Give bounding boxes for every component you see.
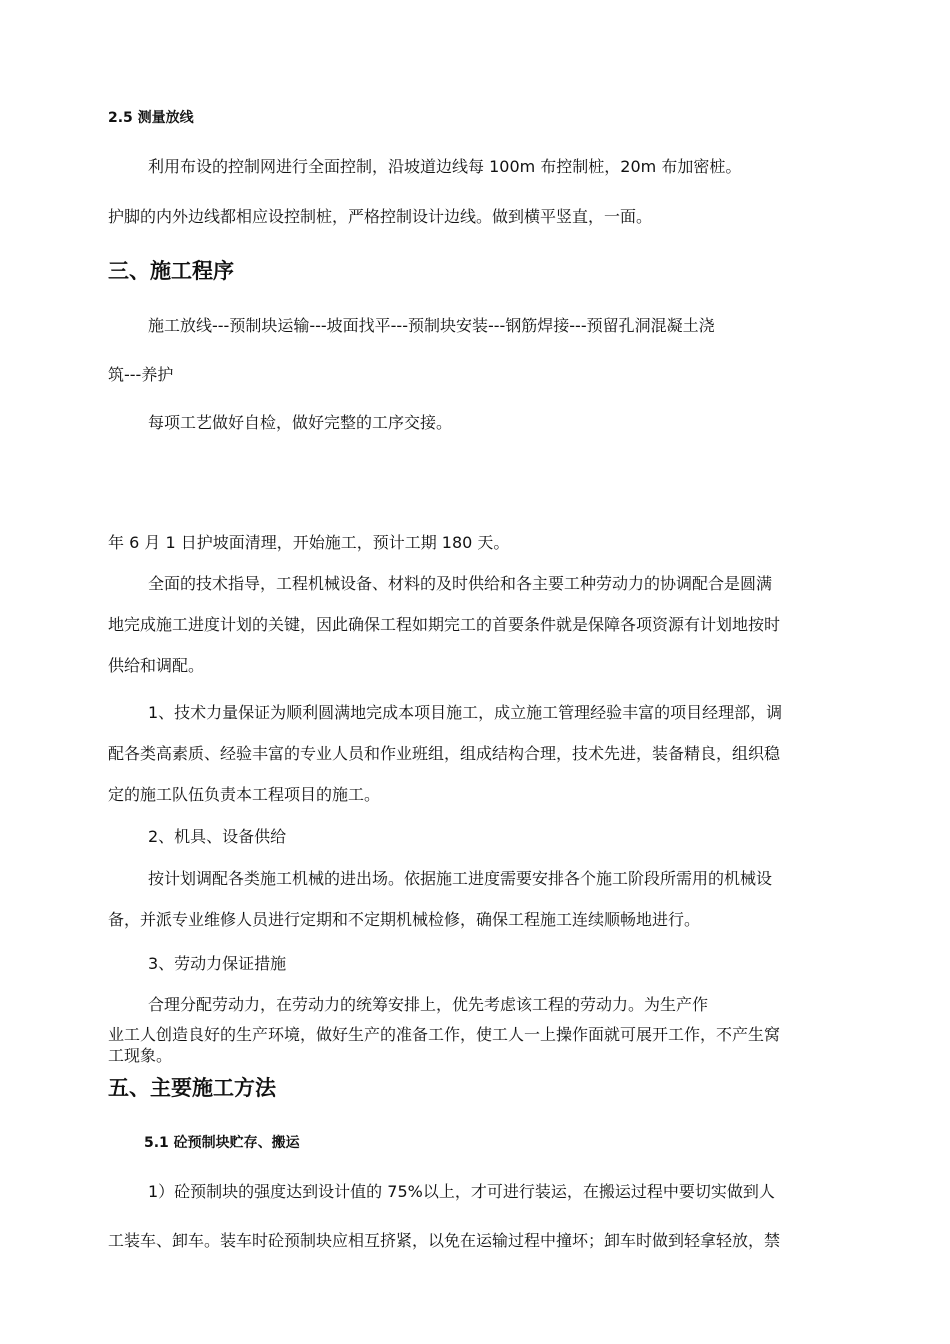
- paragraph-line: 备，并派专业维修人员进行定期和不定期机械检修，确保工程施工连续顺畅地进行。: [108, 910, 701, 929]
- paragraph-line: 工装车、卸车。装车时砼预制块应相互挤紧，以免在运输过程中撞坏；卸车时做到轻拿轻放，禁: [108, 1231, 781, 1250]
- paragraph-line: 配各类高素质、经验丰富的专业人员和作业班组，组成结构合理，技术先进，装备精良，组织稳: [108, 744, 781, 763]
- paragraph-line: 定的施工队伍负责本工程项目的施工。: [108, 785, 381, 804]
- paragraph-line: 合理分配劳动力，在劳动力的统筹安排上，优先考虑该工程的劳动力。为生产作: [148, 995, 709, 1014]
- section-heading-2-5: 2.5 测量放线: [108, 110, 194, 126]
- section-heading-5-1: 5.1 砼预制块贮存、搬运: [144, 1135, 300, 1151]
- paragraph-title: 2、机具、设备供给: [148, 827, 287, 846]
- paragraph-line: 年 6 月 1 日护坡面清理，开始施工，预计工期 180 天。: [108, 533, 510, 552]
- paragraph-line: 筑---养护: [108, 365, 174, 384]
- paragraph-line: 供给和调配。: [108, 656, 205, 675]
- paragraph-line: 施工放线---预制块运输---坡面找平---预制块安装---钢筋焊接---预留孔洞混凝土浇: [148, 316, 715, 335]
- paragraph-line: 利用布设的控制网进行全面控制，沿坡道边线每 100m 布控制桩，20m 布加密桩。: [148, 157, 742, 176]
- paragraph-line: 1、技术力量保证为顺利圆满地完成本项目施工，成立施工管理经验丰富的项目经理部，调: [148, 703, 783, 722]
- paragraph-line: 全面的技术指导，工程机械设备、材料的及时供给和各主要工种劳动力的协调配合是圆满: [148, 574, 773, 593]
- paragraph-line: 1）砼预制块的强度达到设计值的 75%以上，才可进行装运，在搬运过程中要切实做到人: [148, 1182, 775, 1201]
- paragraph-line: 按计划调配各类施工机械的进出场。依据施工进度需要安排各个施工阶段所需用的机械设: [148, 869, 773, 888]
- section-heading-5: 五、主要施工方法: [108, 1076, 276, 1100]
- paragraph-line: 业工人创造良好的生产环境，做好生产的准备工作，使工人一上操作面就可展开工作，不产生窝: [108, 1025, 781, 1044]
- section-heading-3: 三、施工程序: [108, 259, 234, 283]
- paragraph-line: 护脚的内外边线都相应设控制桩，严格控制设计边线。做到横平竖直，一面。: [108, 207, 653, 226]
- paragraph-line: 每项工艺做好自检，做好完整的工序交接。: [148, 413, 453, 432]
- paragraph-title: 3、劳动力保证措施: [148, 954, 287, 973]
- paragraph-line: 地完成施工进度计划的关键，因此确保工程如期完工的首要条件就是保障各项资源有计划地按时: [108, 615, 781, 634]
- paragraph-line: 工现象。: [108, 1046, 173, 1065]
